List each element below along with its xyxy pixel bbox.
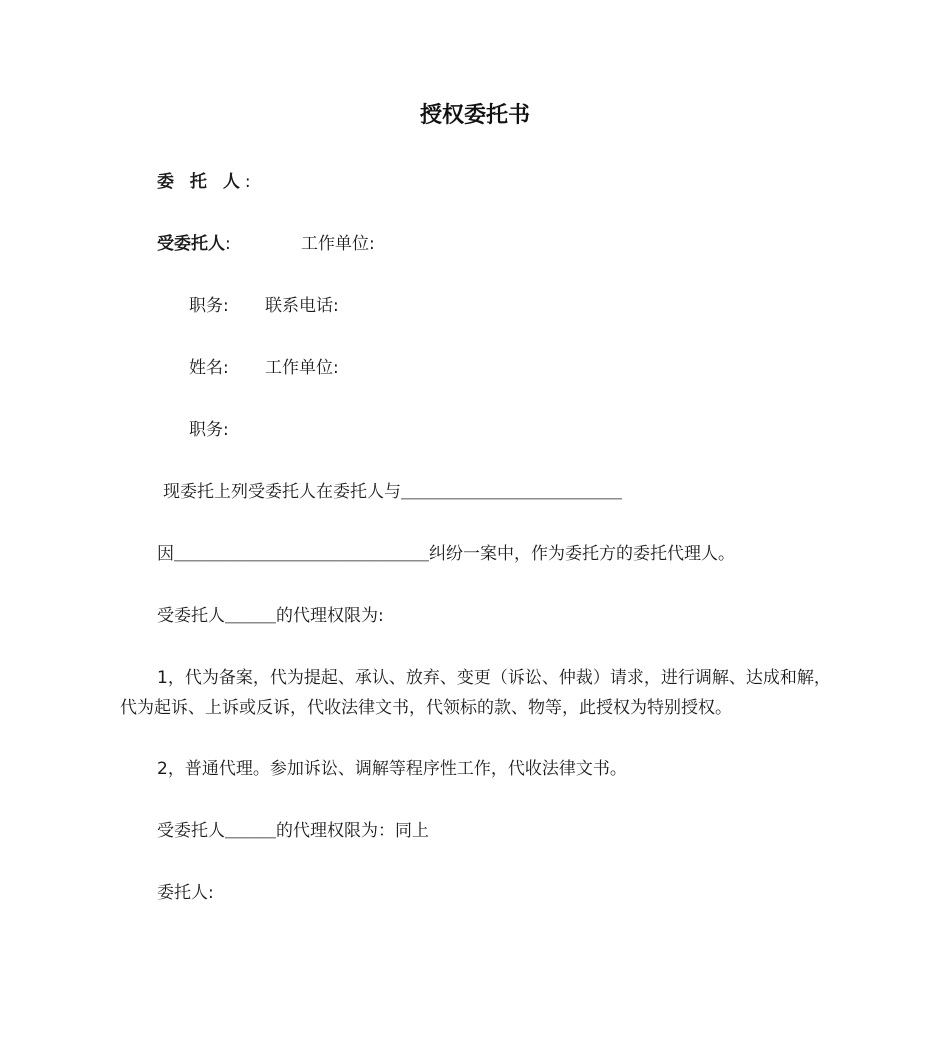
agent-colon: : [225, 234, 231, 254]
agent1-phone-label: 联系电话: [265, 296, 339, 316]
authorization-item-2: 2，普通代理。参加诉讼、调解等程序性工作，代收法律文书。 [157, 759, 627, 779]
agent1-position-label: 职务: [189, 296, 229, 316]
authorization-item-1: 1，代为备案，代为提起、承认、放弃、变更（诉讼、仲裁）请求，进行调解、达成和解，代为起诉、上诉或反诉，代收法律文书，代领标的款、物等，此授权为特别授权。 [120, 668, 831, 718]
agent2-work-unit-label: 工作单位: [265, 358, 339, 378]
agent2-name-label: 姓名: [189, 358, 229, 378]
agent-label-row [157, 233, 231, 255]
principal-signature-label: 委托人: [157, 883, 214, 903]
document-title: 授权委托书 [419, 103, 530, 128]
authorization-line-1: 现委托上列受委托人在委托人与＿＿＿＿＿＿＿＿＿＿＿＿＿ [163, 482, 622, 502]
agent-label: 受委托人 [157, 234, 225, 254]
authorization-line-2: 因＿＿＿＿＿＿＿＿＿＿＿＿＿＿＿纠纷一案中，作为委托方的委托代理人。 [157, 544, 735, 564]
agent-scope-1: 受委托人＿＿＿的代理权限为: [157, 606, 384, 626]
principal-label: 委 托 人 [157, 172, 245, 192]
principal-row [157, 171, 251, 193]
principal-colon: : [244, 172, 251, 192]
agent-work-unit-label: 工作单位: [301, 234, 375, 254]
agent2-position-label: 职务: [189, 420, 229, 440]
agent-scope-2: 受委托人＿＿＿的代理权限为：同上 [157, 821, 429, 841]
